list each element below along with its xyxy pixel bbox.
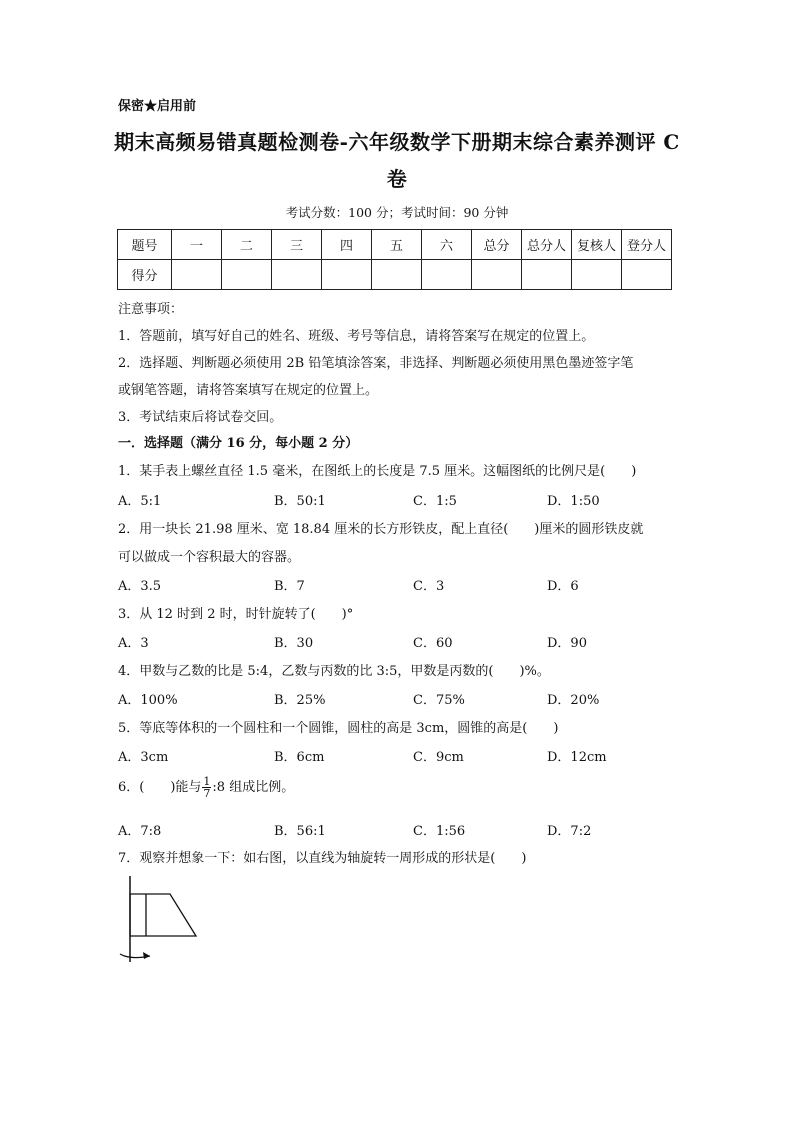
question-1: 1．某手表上螺丝直径 1.5 毫米，在图纸上的长度是 7.5 厘米。这幅图纸的比例尺是( ) bbox=[118, 464, 637, 479]
option-b[interactable]: B．25% bbox=[274, 693, 326, 708]
section1-heading: 一．选择题（满分 16 分，每小题 2 分） bbox=[118, 436, 359, 451]
score-input-cell[interactable] bbox=[322, 260, 372, 290]
score-cell-3: 三 bbox=[272, 230, 322, 260]
trapezoid-shape bbox=[130, 894, 196, 936]
score-cell-reviewer: 复核人 bbox=[572, 230, 622, 260]
question-6-prefix: 6．( )能与 bbox=[118, 780, 202, 795]
fraction-numerator: 1 bbox=[203, 775, 211, 788]
score-input-cell[interactable] bbox=[522, 260, 572, 290]
score-input-cell[interactable] bbox=[272, 260, 322, 290]
option-b[interactable]: B．56:1 bbox=[274, 824, 326, 839]
option-b[interactable]: B．30 bbox=[274, 636, 314, 651]
option-d[interactable]: D．6 bbox=[547, 579, 579, 594]
note-2a: 2．选择题、判断题必须使用 2B 铅笔填涂答案，非选择、判断题必须使用黑色墨迹签字笔 bbox=[118, 356, 634, 371]
exam-info: 考试分数：100 分；考试时间：90 分钟 bbox=[285, 205, 509, 220]
question-7: 7．观察并想象一下：如右图，以直线为轴旋转一周形成的形状是( ) bbox=[118, 851, 527, 866]
secret-label: 保密★启用前 bbox=[118, 99, 197, 114]
question-6-options bbox=[118, 820, 678, 838]
option-c[interactable]: C．1:56 bbox=[413, 824, 466, 839]
note-2b: 或钢笔答题，请将答案填写在规定的位置上。 bbox=[118, 383, 379, 398]
arrow-head bbox=[143, 952, 150, 959]
score-input-cell[interactable] bbox=[172, 260, 222, 290]
option-d[interactable]: D．12cm bbox=[547, 750, 607, 765]
note-1: 1．答题前，填写好自己的姓名、班级、考号等信息，请将答案写在规定的位置上。 bbox=[118, 329, 595, 344]
notes-heading: 注意事项： bbox=[118, 302, 184, 317]
question-1-options bbox=[118, 490, 678, 508]
option-c[interactable]: C．60 bbox=[413, 636, 453, 651]
option-d[interactable]: D．20% bbox=[547, 693, 600, 708]
option-b[interactable]: B．7 bbox=[274, 579, 305, 594]
score-table bbox=[117, 229, 672, 290]
option-a[interactable]: A．3.5 bbox=[118, 579, 162, 594]
score-cell-5: 五 bbox=[372, 230, 422, 260]
exam-title-line2: 卷 bbox=[386, 167, 408, 191]
option-b[interactable]: B．6cm bbox=[274, 750, 325, 765]
score-input-cell[interactable] bbox=[572, 260, 622, 290]
score-row-label: 得分 bbox=[118, 260, 172, 290]
note-3: 3．考试结束后将试卷交回。 bbox=[118, 410, 283, 425]
score-input-cell[interactable] bbox=[222, 260, 272, 290]
score-table-header-row bbox=[118, 230, 672, 260]
option-c[interactable]: C．3 bbox=[413, 579, 445, 594]
option-a[interactable]: A．3 bbox=[118, 636, 149, 651]
score-cell-4: 四 bbox=[322, 230, 372, 260]
score-cell-2: 二 bbox=[222, 230, 272, 260]
option-a[interactable]: A．3cm bbox=[118, 750, 169, 765]
fraction-denominator: 7 bbox=[203, 787, 211, 800]
question-4-options bbox=[118, 689, 678, 707]
option-b[interactable]: B．50:1 bbox=[274, 494, 326, 509]
score-table-score-row bbox=[118, 260, 672, 290]
option-d[interactable]: D．90 bbox=[547, 636, 587, 651]
question-6-suffix: :8 组成比例。 bbox=[212, 780, 295, 795]
score-input-cell[interactable] bbox=[372, 260, 422, 290]
question-2-line1: 2．用一块长 21.98 厘米、宽 18.84 厘米的长方形铁皮，配上直径( )厘米的圆形铁皮就 bbox=[118, 522, 644, 537]
option-d[interactable]: D．7:2 bbox=[547, 824, 592, 839]
question-5: 5．等底等体积的一个圆柱和一个圆锥，圆柱的高是 3cm，圆锥的高是( ) bbox=[118, 721, 559, 736]
exam-title-line1: 期末高频易错真题检测卷-六年级数学下册期末综合素养测评 C bbox=[114, 130, 680, 154]
score-cell-recorder: 登分人 bbox=[622, 230, 672, 260]
option-a[interactable]: A．7:8 bbox=[118, 824, 162, 839]
question-3: 3．从 12 时到 2 时，时针旋转了( )° bbox=[118, 607, 354, 622]
option-d[interactable]: D．1:50 bbox=[547, 494, 600, 509]
score-cell-total-person: 总分人 bbox=[522, 230, 572, 260]
option-a[interactable]: A．100% bbox=[118, 693, 178, 708]
score-cell-1: 一 bbox=[172, 230, 222, 260]
fraction-one-seventh bbox=[202, 776, 211, 799]
question-3-options bbox=[118, 632, 678, 650]
score-input-cell[interactable] bbox=[472, 260, 522, 290]
option-c[interactable]: C．9cm bbox=[413, 750, 464, 765]
question-5-options bbox=[118, 746, 678, 764]
score-input-cell[interactable] bbox=[622, 260, 672, 290]
score-input-cell[interactable] bbox=[422, 260, 472, 290]
question-4: 4．甲数与乙数的比是 5:4，乙数与丙数的比 3:5，甲数是丙数的( )%。 bbox=[118, 664, 550, 679]
question-2-line2: 可以做成一个容积最大的容器。 bbox=[118, 550, 301, 565]
score-cell-total: 总分 bbox=[472, 230, 522, 260]
question-2-options bbox=[118, 575, 678, 593]
score-cell-label: 题号 bbox=[118, 230, 172, 260]
rotation-figure bbox=[108, 872, 208, 968]
option-c[interactable]: C．1:5 bbox=[413, 494, 457, 509]
option-a[interactable]: A．5:1 bbox=[118, 494, 162, 509]
score-cell-6: 六 bbox=[422, 230, 472, 260]
option-c[interactable]: C．75% bbox=[413, 693, 465, 708]
question-6 bbox=[118, 776, 294, 799]
